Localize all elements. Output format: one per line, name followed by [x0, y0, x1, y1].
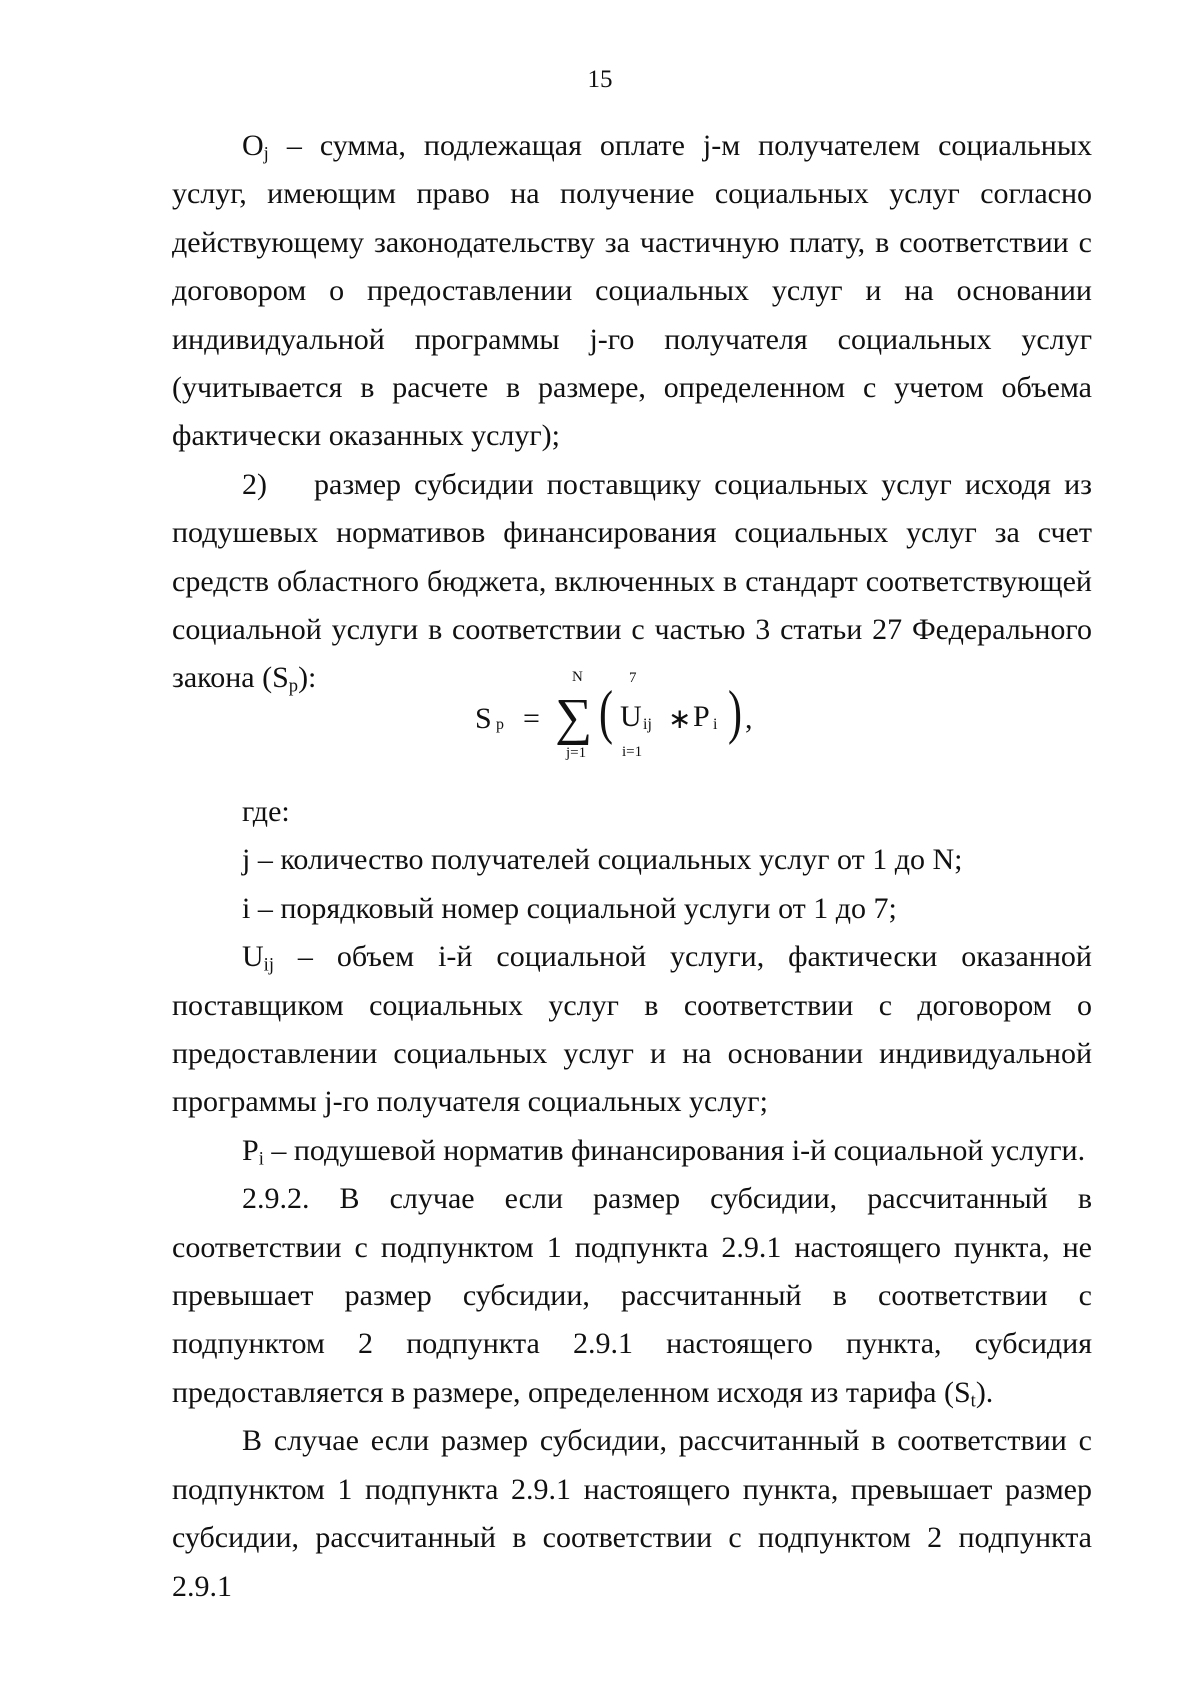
formula-inner-lower-limit: i=1	[622, 744, 643, 760]
formula-open-paren: (	[598, 679, 613, 745]
definition-u-text: – объем i-й социальной услуги, фактически оказанной поставщиком социальных услуг в соответствии с договором о предоставлении социальных услуг и на основании индивидуальной программы j-го получателя социальных услуг;	[172, 940, 1092, 1119]
item-2-tail: ):	[298, 661, 317, 695]
formula-inner-upper-limit: 7	[629, 670, 637, 686]
paragraph-2-9-2-tail: ).	[975, 1375, 994, 1409]
formula-sum-upper-limit: N	[572, 669, 583, 685]
paragraph-2-9-2-subscript: t	[970, 1390, 976, 1412]
symbol-o-subscript: j	[263, 143, 269, 165]
formula-u-subscript: ij	[643, 716, 652, 733]
definition-p-subscript: i	[258, 1148, 264, 1170]
where-label: где:	[242, 795, 290, 828]
definition-i: i – порядковый номер социальной услуги от 1 до 7;	[242, 891, 897, 925]
formula-multiply: ∗	[668, 704, 692, 735]
item-2-number: 2)	[242, 467, 267, 501]
paragraph-item-2	[172, 461, 1092, 703]
formula-p-subscript: i	[713, 716, 718, 733]
item-2-subscript: p	[288, 676, 299, 698]
definition-u-subscript: ij	[263, 954, 275, 976]
paragraph-2-9-2-text: 2.9.2. В случае если размер субсидии, рассчитанный в соответствии с подпунктом 1 подпункта 2.9.1 настоящего пункта, не превышает размер субсидии, рассчитанный в соответствии с подпунктом 2 подпункта 2.9.1 настоящего пункта, субсидия предоставляется в размере, определенном исходя из тарифа (S	[172, 1182, 1092, 1409]
definition-p-symbol: P	[242, 1133, 259, 1167]
formula-equals: =	[523, 702, 540, 735]
formula-close-paren: )	[727, 679, 742, 745]
formula-u: U	[620, 700, 642, 733]
formula-lhs: S	[475, 702, 492, 735]
formula-lhs-subscript: p	[496, 716, 504, 733]
paragraph-2-9-2	[172, 1175, 1092, 1417]
definition-p-text: – подушевой норматив финансирования i-й социальной услуги.	[263, 1133, 1086, 1167]
text-block-upper	[172, 122, 1092, 703]
item-2-text: размер субсидии поставщику социальных услуг исходя из подушевых нормативов финансирования социальных услуг за счет средств областного бюджета, включенных в стандарт соответствующей социальной услуги в соответствии с частью 3 статьи 27 Федерального закона (S	[172, 467, 1092, 695]
formula-sum-sign: ∑	[555, 689, 593, 746]
definition-u	[172, 933, 1092, 1127]
definition-j: j – количество получателей социальных услуг от 1 до N;	[242, 843, 963, 877]
definition-u-symbol: U	[242, 940, 264, 974]
page-number: 15	[587, 66, 613, 93]
paragraph-oj	[172, 122, 1092, 461]
paragraph-last: В случае если размер субсидии, рассчитанный в соответствии с подпунктом 1 подпункта 2.9.1 настоящего пункта, превышает размер субсидии, рассчитанный в соответствии с подпунктом 2 подпункта 2.9.1	[172, 1424, 1092, 1603]
formula-comma: ,	[745, 702, 753, 735]
paragraph-oj-text: – сумма, подлежащая оплате j-м получателем социальных услуг, имеющим право на получение социальных услуг согласно действующему законодательству за частичную плату, в соответствии с договором о предоставлении социальных услуг и на основании индивидуальной программы j-го получателя социальных услуг (учитывается в расчете в размере, определенном с учетом объема фактически оказанных услуг);	[172, 129, 1092, 453]
formula-sum-lower-limit: j=1	[566, 745, 587, 761]
symbol-o: O	[242, 129, 264, 162]
formula-p: P	[693, 700, 710, 733]
subsidy-formula	[475, 669, 760, 772]
definition-p	[172, 1127, 1092, 1175]
text-block-lower	[172, 788, 1092, 1611]
